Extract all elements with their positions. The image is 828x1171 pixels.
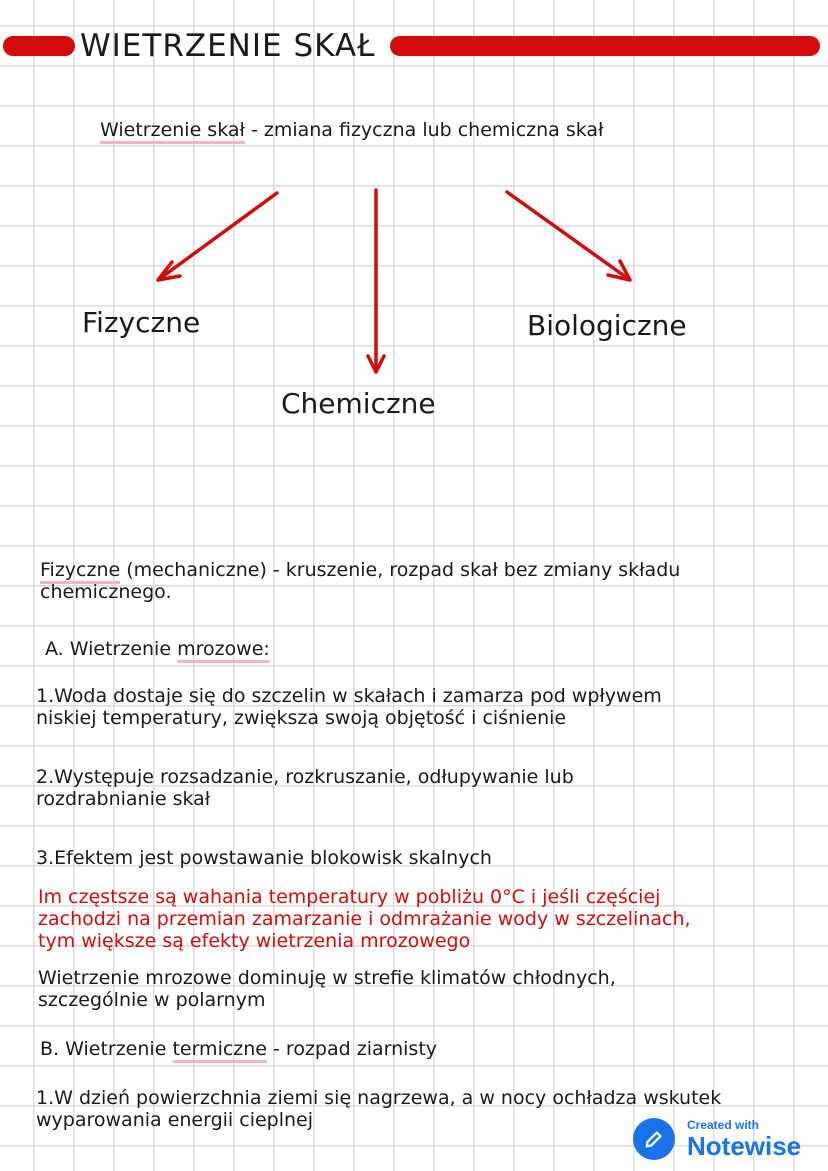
notewise-badge: Created with Notewise	[633, 1118, 801, 1160]
section-b-heading: B. Wietrzenie termiczne - rozpad ziarnisty	[40, 1038, 438, 1060]
section-a-heading: A. Wietrzenie mrozowe:	[45, 638, 270, 660]
physical-definition: Fizyczne (mechaniczne) - kruszenie, rozpad skał bez zmiany składu	[40, 559, 681, 581]
arrow-biologiczne	[507, 192, 630, 280]
page-title: WIETRZENIE SKAŁ	[80, 28, 376, 64]
branch-fizyczne: Fizyczne	[82, 306, 201, 339]
physical-definition-line2: chemicznego.	[40, 581, 172, 603]
arrow-fizyczne	[158, 193, 277, 280]
pencil-icon	[633, 1118, 675, 1160]
arrows	[0, 0, 828, 420]
definition: Wietrzenie skał - zmiana fizyczna lub chemiczna skał	[100, 119, 604, 141]
branch-biologiczne: Biologiczne	[527, 309, 687, 342]
note-red: Im częstsze są wahania temperatury w pobliżu 0°C i jeśli częściej zachodzi na przemian zamarzanie i odmrażanie wody w szczelinach, tym większe są efekty wietrzenia mrozowego	[38, 886, 691, 952]
point-b1: 1.W dzień powierzchnia ziemi się nagrzewa, a w nocy ochładza wskutek wyparowania energii cieplnej	[36, 1087, 722, 1131]
arrow-chemiczne	[368, 190, 384, 372]
point-a2: 2.Występuje rozsadzanie, rozkruszanie, odłupywanie lub rozdrabnianie skał	[36, 766, 574, 810]
note-black: Wietrzenie mrozowe dominuję w strefie klimatów chłodnych, szczególnie w polarnym	[38, 967, 616, 1011]
branch-chemiczne: Chemiczne	[281, 387, 436, 420]
point-a3: 3.Efektem jest powstawanie blokowisk skalnych	[36, 847, 492, 869]
point-a1: 1.Woda dostaje się do szczelin w skałach i zamarza pod wpływem niskiej temperatury, zwiększa swoją objętość i ciśnienie	[36, 685, 662, 729]
